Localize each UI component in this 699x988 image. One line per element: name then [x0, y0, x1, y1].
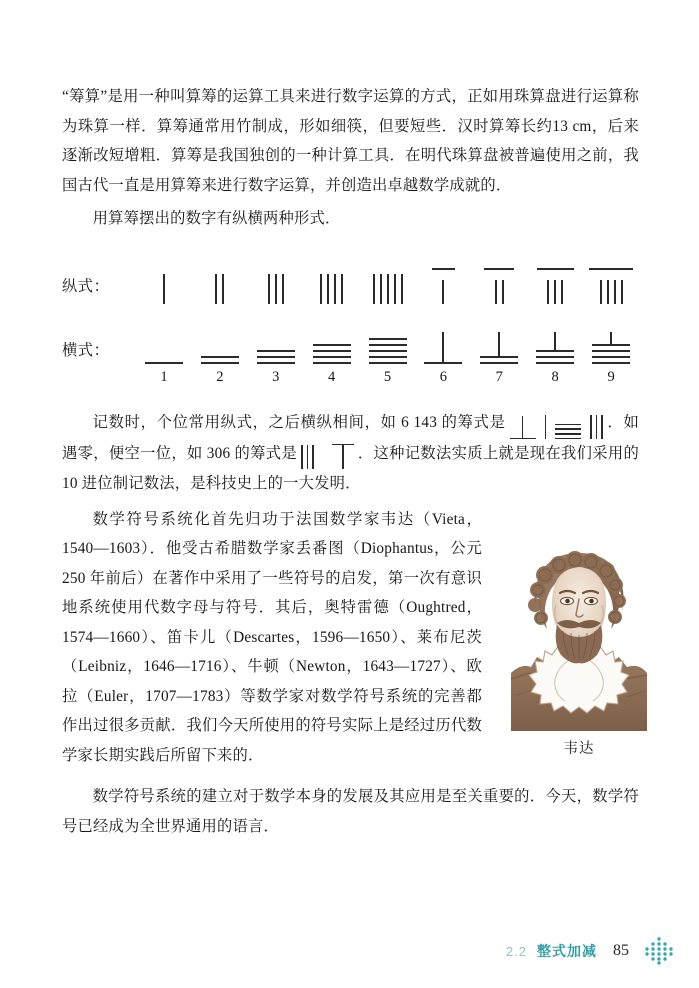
horizontal-rod-4 — [304, 320, 360, 386]
rod-digit-label: 7 — [495, 368, 503, 385]
horizontal-form-glyphs — [136, 320, 639, 386]
horizontal-rod-7 — [471, 320, 527, 386]
rod-glyph — [423, 320, 463, 364]
horizontal-rod-5 — [360, 320, 416, 386]
portrait-caption: 韦达 — [563, 741, 595, 757]
inline-rod-glyph-3 — [301, 439, 314, 469]
vertical-rod-8 — [527, 262, 583, 304]
horizontal-rod-3 — [248, 320, 304, 386]
rod-glyph — [144, 320, 184, 364]
inline-rod-glyph-1 — [545, 409, 547, 439]
rod-digit-label: 6 — [439, 368, 448, 385]
inline-rods-6143 — [510, 409, 603, 439]
vertical-rod-9 — [583, 262, 639, 304]
rod-glyph — [600, 262, 623, 304]
footer-section-number: 2.2 — [505, 943, 527, 959]
horizontal-form-label: 横式： — [62, 341, 110, 359]
horizontal-rod-8 — [527, 320, 583, 386]
paragraph-place-value — [62, 408, 639, 499]
rod-digit-label: 4 — [327, 368, 336, 385]
rod-glyph — [442, 262, 444, 304]
rod-glyph — [256, 320, 296, 364]
rod-digit-label: 3 — [272, 368, 280, 385]
vertical-rod-1 — [136, 262, 192, 304]
page-footer — [506, 936, 679, 966]
vieta-portrait-figure — [507, 545, 651, 758]
horizontal-rod-1 — [136, 320, 192, 386]
vertical-rod-2 — [192, 262, 248, 304]
vertical-form-glyphs — [136, 262, 639, 304]
rod-glyph — [535, 320, 575, 364]
paragraph-conclusion: 数学符号系统的建立对于数学本身的发展及其应用是至关重要的．今天，数学符号已经成为全世界通用的语言． — [62, 788, 639, 835]
rod-digit-label: 8 — [551, 368, 559, 385]
rod-glyph — [368, 320, 408, 364]
rod-digit-label: 2 — [216, 368, 224, 385]
rod-glyph — [547, 262, 563, 304]
p3-text-b: ．如遇零，便空一位，如 306 的筹式是 — [62, 413, 639, 463]
rod-glyph — [163, 262, 165, 304]
rod-glyph — [200, 320, 240, 364]
rod-glyph — [479, 320, 519, 364]
horizontal-rod-2 — [192, 320, 248, 386]
p3-text-a: 记数时，个位常用纵式，之后横纵相间，如 6 143 的筹式是 — [92, 413, 506, 431]
rod-glyph — [495, 262, 504, 304]
rod-glyph — [373, 262, 403, 304]
paragraph-vieta: 数学符号系统化首先归功于法国数学家韦达（Vieta，1540—1603）．他受古希腊数学家丢番图（Diophantus，公元 250 年前后）在著作中采用了一些符号的启发，第一次有意识地系统使用代数字母与符号．其后，奥特雷德（Oughtred，1574—1660）、笛卡儿（Descartes，1596—1650）、莱布尼茨（Leibniz，1646—1716）、牛顿（Newton，1643—1727）、欧拉（Euler，1707—1783）等数学家对数学符号系统的完善都作出过很多贡献．我们今天所使用的符号实际上是经过历代数学家长期实践后所留下来的． — [62, 510, 482, 764]
horizontal-rod-6 — [415, 320, 471, 386]
rod-glyph — [591, 320, 631, 364]
horizontal-rod-9 — [583, 320, 639, 386]
rod-numeral-diagram — [62, 248, 639, 386]
rod-digit-label: 9 — [607, 368, 615, 385]
page-number: 85 — [613, 942, 629, 959]
rod-digit-label: 1 — [160, 368, 168, 385]
vieta-text-column — [62, 505, 482, 771]
vertical-rod-5 — [360, 262, 416, 304]
horizontal-form-row — [62, 314, 639, 386]
paragraph-chousuan-intro: “筹算”是用一种叫算筹的运算工具来进行数字运算的方式，正如用珠算盘进行运算称为珠算一样．算筹通常用竹制成，形如细筷，但要短些．汉时算筹长约13 cm，后来逐渐改短增粗．算筹是我国独创的一种计算工具．在明代珠算盘被普遍使用之前，我国古代一直是用算筹来进行数字运算，并创造出卓越数学成就的． — [62, 88, 639, 194]
p3-text-c: ．这种记数法实质上就是现在我们采用的 10 进位制记数法，是科技史上的一大发明． — [62, 445, 639, 493]
dot-decoration-icon — [639, 936, 679, 966]
paragraph-two-forms: 用算筹摆出的数字有纵横两种形式． — [92, 210, 341, 227]
vieta-portrait-image — [507, 545, 651, 731]
rod-glyph — [268, 262, 284, 304]
inline-rod-glyph-6 — [332, 439, 354, 469]
inline-rod-glyph-6 — [510, 409, 536, 439]
vertical-rod-4 — [304, 262, 360, 304]
vertical-rod-7 — [471, 262, 527, 304]
vertical-rod-3 — [248, 262, 304, 304]
vertical-form-label: 纵式： — [62, 277, 110, 295]
footer-section-title: 整式加减 — [537, 945, 597, 960]
vertical-rod-6 — [415, 262, 471, 304]
inline-rod-glyph-4 — [555, 409, 581, 439]
rod-glyph — [320, 262, 343, 304]
rod-glyph — [312, 320, 352, 364]
inline-rod-glyph-3 — [590, 409, 603, 439]
vertical-form-row — [62, 248, 639, 304]
rod-digit-label: 5 — [383, 368, 392, 385]
rod-glyph — [215, 262, 224, 304]
inline-rods-306 — [301, 439, 354, 469]
